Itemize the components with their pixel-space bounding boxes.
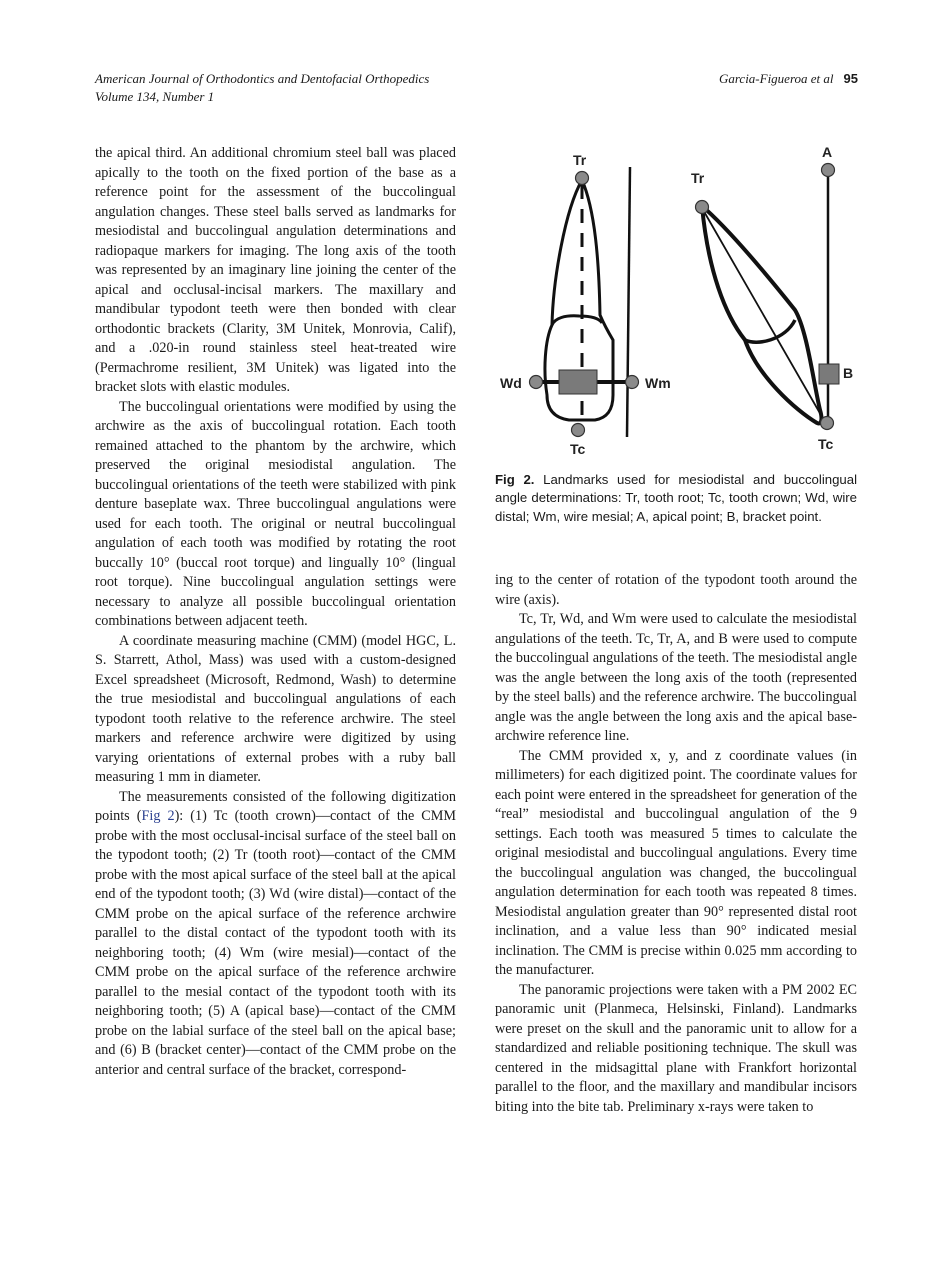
running-header-journal [95, 70, 429, 106]
paragraph [95, 788, 456, 1081]
running-header-right [719, 70, 858, 88]
wd-ball [530, 376, 543, 389]
page-number: 95 [843, 71, 858, 86]
journal-title: American Journal of Orthodontics and Dentofacial Orthopedics [95, 71, 430, 86]
text-span: The measurements consisted of the following digitization points ( [95, 788, 456, 824]
a-ball [822, 164, 835, 177]
long-axis-right [702, 208, 825, 422]
label-a: A [822, 144, 833, 160]
label-tc-right: Tc [818, 436, 834, 452]
tc-ball-right [821, 417, 834, 430]
vertical-reference-left [627, 167, 630, 437]
journal-volume: Volume 134, Number 1 [95, 89, 215, 104]
right-column [495, 571, 857, 1117]
crown-line-right [745, 320, 795, 342]
tc-ball-left [572, 424, 585, 437]
figure-caption [495, 471, 857, 526]
paragraph: The panoramic projections were taken with a PM 2002 EC panoramic unit (Planmeca, Helsinski, Finland). Landmarks were preset on the skull and the panoramic unit to allow for a standardized and reliable positioning technique. The skull was centered in the midsagittal plane with Frankfort horizontal parallel to the floor, and the maxillary and mandibular incisors biting into the bite tab. Preliminary x-rays were taken to [495, 981, 857, 1115]
figure-2 [495, 140, 857, 465]
tr-ball-right [696, 201, 709, 214]
authors: Garcia-Figueroa et al [718, 71, 834, 86]
label-tr-left: Tr [573, 152, 587, 168]
left-column [95, 144, 456, 1080]
figure-link[interactable]: Fig 2 [141, 808, 175, 824]
tr-ball-left [576, 172, 589, 185]
caption-label: Fig 2. [495, 472, 535, 487]
crown-line-left [552, 316, 602, 325]
caption-text: Landmarks used for mesiodistal and buccolingual angle determinations: Tr, tooth root; Tc, tooth crown; Wd, wire distal; Wm, wire mesial; A, apical point; B, bracket point. [495, 472, 858, 524]
bracket-left [559, 370, 597, 394]
label-wd: Wd [500, 375, 522, 391]
paragraph: A coordinate measuring machine (CMM) (model HGC, L. S. Starrett, Athol, Mass) was used with a custom-designed Excel spreadsheet (Microsoft, Redmond, Wash) to determine the true mesiodistal and buccolingual angulations of each typodont tooth relative to the reference archwire. The steel markers and reference archwire were digitized by using varying orientations of external probes with a ruby ball measuring 1 mm in diameter. [95, 632, 456, 785]
paragraph: The buccolingual orientations were modified by using the archwire as the axis of buccolingual rotation. Each tooth remained attached to the phantom by the archwire, which preserved the original mesiodistal angulation. The buccolingual orientations of the teeth were stabilized with pink denture baseplate wax. Three buccolingual angulations were used for each tooth. The original or neutral buccolingual angulation of each tooth was modified by rotating the root buccally 10° (buccal root torque) and lingually 10° (lingual root torque). Nine buccolingual angulation settings were necessary to analyze all possible buccolingual orientation combinations between adjacent teeth. [95, 398, 456, 629]
text-span: ): (1) Tc (tooth crown)—contact of the CMM probe with the most occlusal-incisal surface of the steel ball on the typodont tooth; (2) Tr (tooth root)—contact of the CMM probe with the most apical surface of the steel ball at the apical end of the typodont tooth; (3) Wd (wire distal)—contact of the CMM probe on the apical surface of the reference archwire parallel to the distal contact of the typodont tooth with its neighboring tooth; (4) Wm (wire mesial)—contact of the CMM probe on the apical surface of the reference archwire parallel to the mesial contact of the typodont tooth with its neighboring tooth; (5) A (apical base)—contact of the CMM probe on the labial surface of the steel ball on the apical base; and (6) B (bracket center)—contact of the CMM probe on the anterior and central surface of the bracket, correspond- [95, 808, 456, 1078]
buccolingual-tooth-diagram [691, 144, 853, 452]
label-tc-left: Tc [570, 441, 586, 457]
paragraph: ing to the center of rotation of the typodont tooth around the wire (axis). [495, 572, 857, 608]
mesiodistal-tooth-diagram [500, 152, 671, 457]
paragraph: the apical third. An additional chromium steel ball was placed apically to the tooth on the fixed portion of the base as a reference point for the assessment of the buccolingual angulation changes. These steel balls served as landmarks for mesiodistal and buccolingual angulation determinations and radiopaque markers for imaging. The long axis of the tooth was represented by an imaginary line joining the center of the apical and occlusal-incisal markers. The maxillary and mandibular typodont teeth were then bonded with clear orthodontic brackets (Clarity, 3M Unitek, Monrovia, Calif), and a .020-in round stainless steel heat-treated wire (Permachrome resilient, 3M Unitek) was ligated into the bracket slots with elastic modules. [95, 145, 456, 395]
paragraph: The CMM provided x, y, and z coordinate values (in millimeters) for each digitized point. The coordinate values for each point were entered in the spreadsheet for generation of the “real” mesiodistal and buccolingual angulation of the 9 settings. Each tooth was measured 5 times to calculate the original mesiodistal and buccolingual angulations. Every time the buccolingual angulation was changed, the buccolingual angulation determination for each tooth was repeated 8 times. Mesiodistal angulation greater than 90° represented distal root inclination, and a value less than 90° indicated mesial inclination. The CMM is precise within 0.025 mm according to the manufacturer. [495, 747, 857, 978]
wm-ball [626, 376, 639, 389]
landmark-diagram [495, 140, 857, 465]
label-wm: Wm [645, 375, 671, 391]
label-b: B [843, 365, 854, 381]
label-tr-right: Tr [691, 170, 705, 186]
bracket-right [819, 364, 839, 384]
paragraph: Tc, Tr, Wd, and Wm were used to calculate the mesiodistal angulations of the teeth. Tc, Tr, A, and B were used to compute the buccolingual angulations of the teeth. The mesiodistal angle was the angle between the long axis of the tooth (represented by the steel balls) and the reference archwire. The buccolingual angle was the angle between the long axis and the apical base-archwire reference line. [495, 611, 857, 744]
